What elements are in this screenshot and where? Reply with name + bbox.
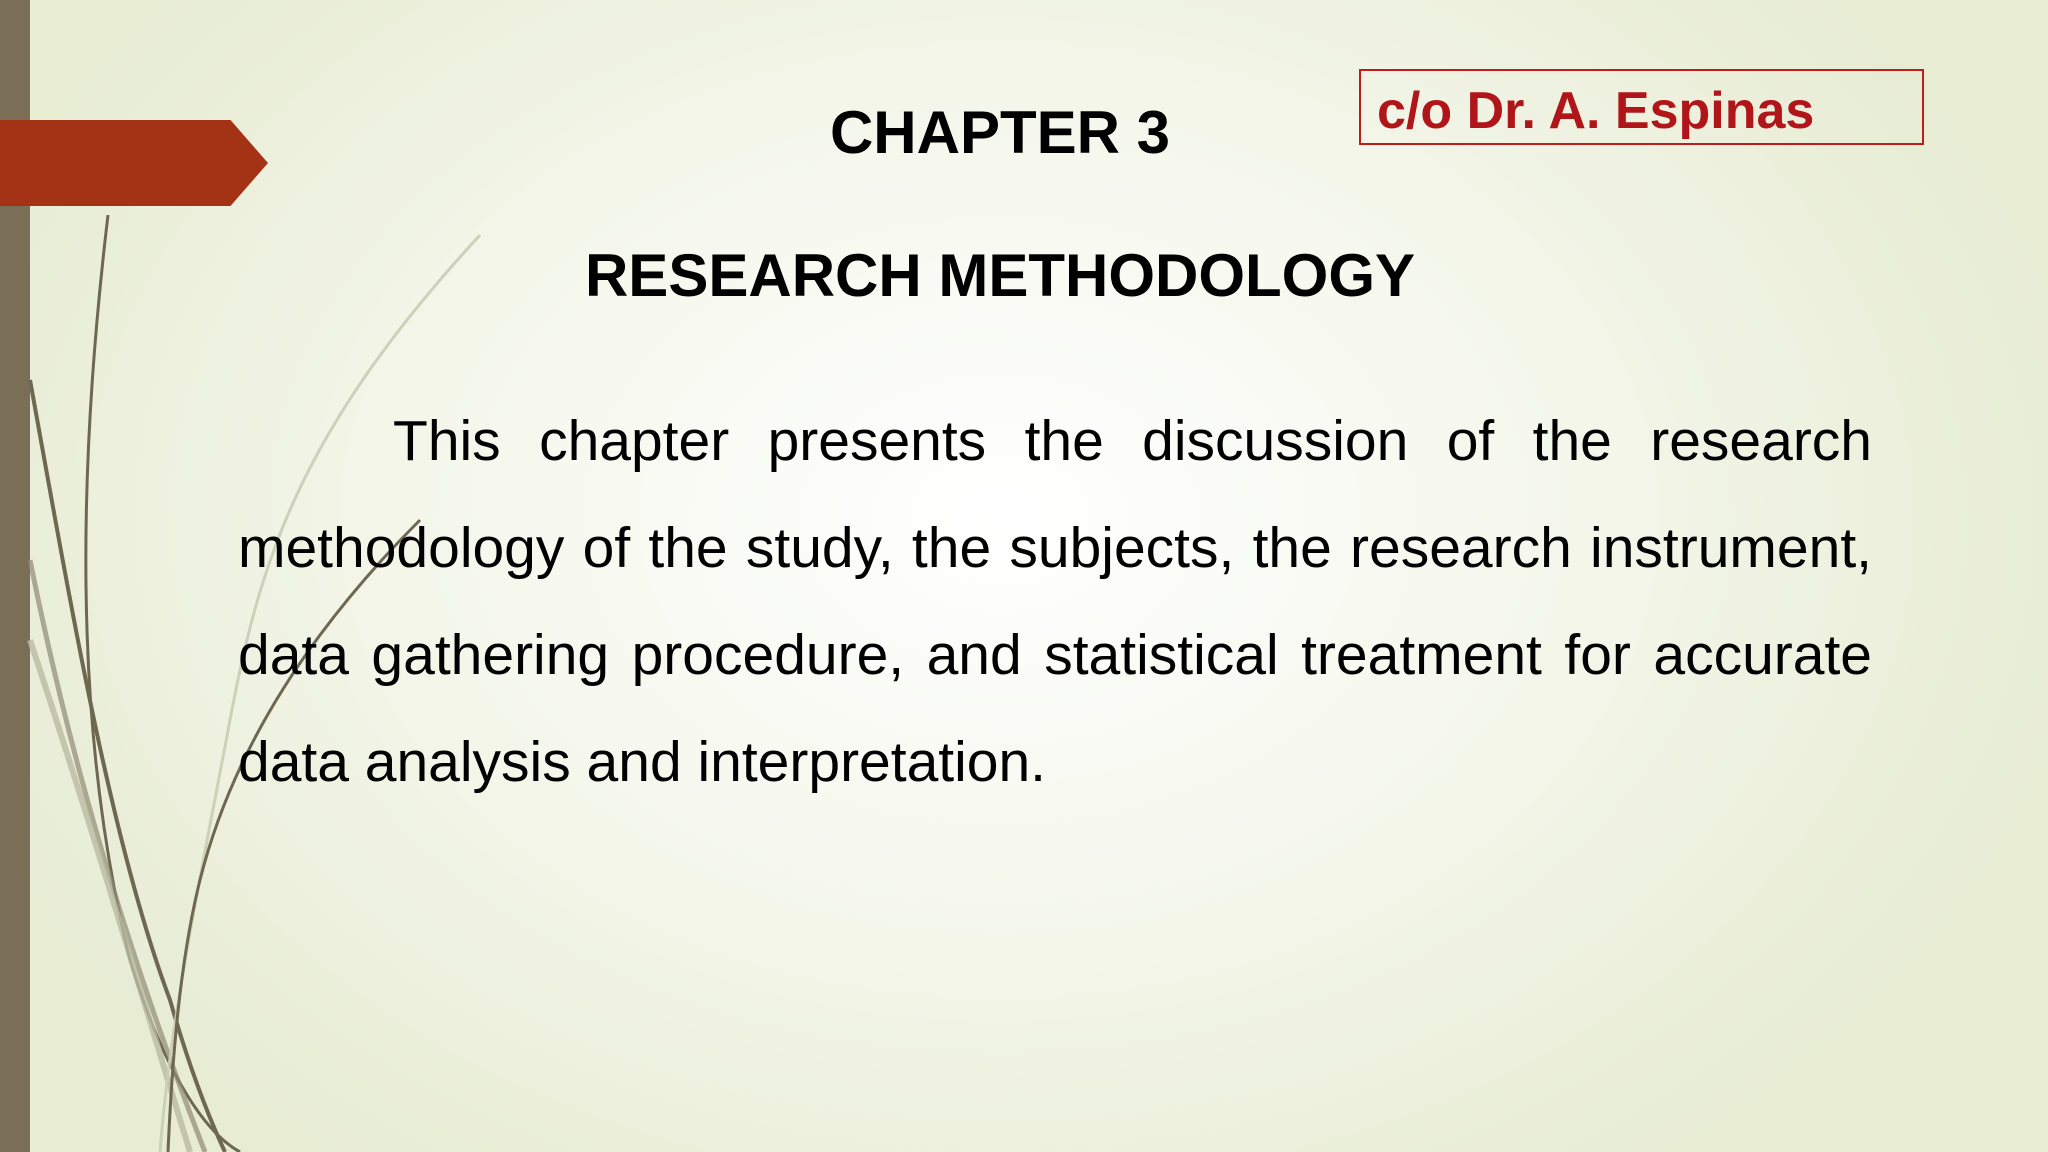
body-paragraph: This chapter presents the discussion of the research methodology of the study, the subjects, the research instrument, data gathering procedure, and statistical treatment for accurate data analysis and interpretation. — [238, 409, 1872, 794]
section-title: RESEARCH METHODOLOGY — [584, 242, 1416, 309]
curve-3 — [30, 560, 205, 1152]
curve-1 — [86, 215, 240, 1152]
chapter-heading: CHAPTER 3 — [829, 99, 1171, 166]
credit-text: c/o Dr. A. Espinas — [1377, 82, 1815, 140]
credit-box — [1359, 69, 1924, 145]
curve-4 — [30, 640, 190, 1152]
curve-2 — [30, 380, 225, 1152]
